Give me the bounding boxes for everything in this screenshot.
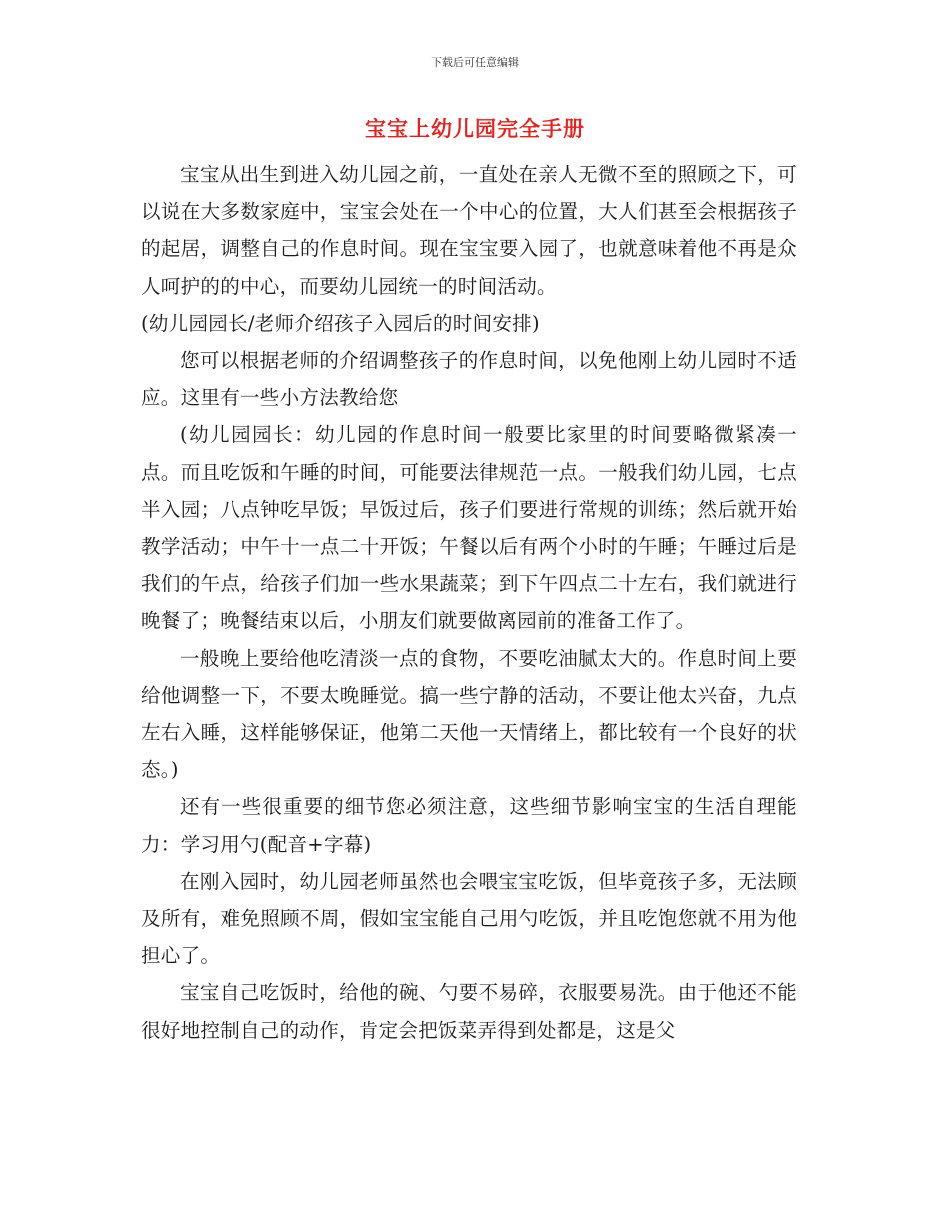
paragraph: (幼儿园园长/老师介绍孩子入园后的时间安排) (141, 311, 540, 335)
paragraph: (幼儿园园长：幼儿园的作息时间一般要比家里的时间要略微紧凑一点。而且吃饭和午睡的时间，可能要法律规范一点。一般我们幼儿园，七点半入园；八点钟吃早饭；早饭过后，孩子们要进行常规的训练；然后就开始教学活动；中午十一点二十开饭；午餐以后有两个小时的午睡；午睡过后是我们的午点，给孩子们加一些水果蔬菜；到下午四点二十左右，我们就进行晚餐了；晚餐结束以后，小朋友们就要做离园前的准备工作了。 (141, 423, 797, 633)
document-title: 宝宝上幼儿园完全手册 (365, 117, 585, 141)
header-note: 下载后可任意编辑 (431, 56, 519, 69)
paragraph: 您可以根据老师的介绍调整孩子的作息时间，以免他刚上幼儿园时不适应。这里有一些小方法教给您 (141, 349, 797, 410)
document-body (141, 156, 797, 1049)
paragraph: 宝宝从出生到进入幼儿园之前，一直处在亲人无微不至的照顾之下，可以说在大多数家庭中，宝宝会处在一个中心的位置，大人们甚至会根据孩子的起居，调整自己的作息时间。现在宝宝要入园了，也就意味着他不再是众人呵护的的中心，而要幼儿园统一的时间活动。 (141, 163, 797, 298)
paragraph: 宝宝自己吃饭时，给他的碗、勺要不易碎，衣服要易洗。由于他还不能很好地控制自己的动作，肯定会把饭菜弄得到处都是，这是父 (141, 981, 797, 1042)
paragraph: 一般晚上要给他吃清淡一点的食物，不要吃油腻太大的。作息时间上要给他调整一下，不要太晚睡觉。搞一些宁静的活动，不要让他太兴奋，九点左右入睡，这样能够保证，他第二天他一天情绪上，都比较有一个良好的状态。) (141, 646, 797, 782)
paragraph: 还有一些很重要的细节您必须注意，这些细节影响宝宝的生活自理能力：学习用勺(配音+字幕) (141, 795, 797, 856)
paragraph: 在刚入园时，幼儿园老师虽然也会喂宝宝吃饭，但毕竟孩子多，无法顾及所有，难免照顾不周，假如宝宝能自己用勺吃饭，并且吃饱您就不用为他担心了。 (141, 869, 797, 968)
